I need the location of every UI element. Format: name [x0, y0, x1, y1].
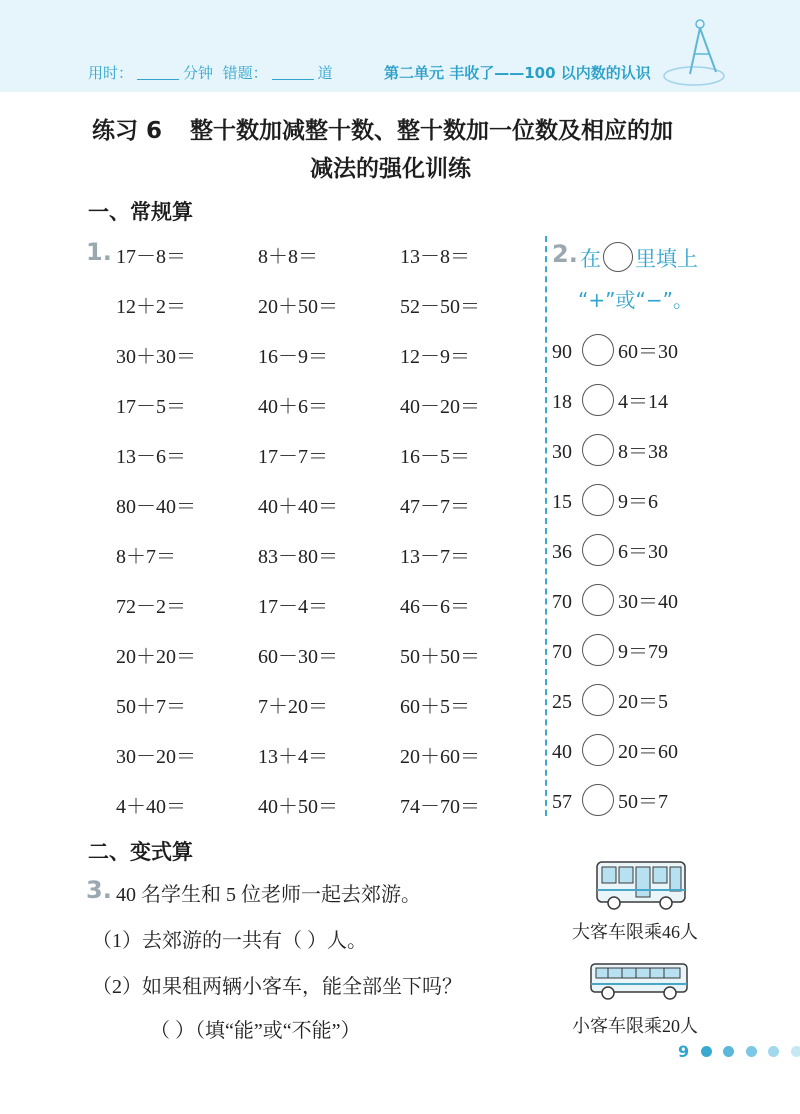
small-bus-icon	[588, 960, 692, 1002]
equation: 17－4＝	[258, 596, 328, 618]
time-unit: 分钟	[183, 64, 214, 82]
equation: 20＋60＝	[400, 746, 480, 768]
q2-instruction	[580, 242, 698, 273]
equation: 52－50＝	[400, 296, 480, 318]
answer-circle[interactable]	[582, 434, 614, 466]
operand: 25	[552, 691, 572, 713]
answer-circle[interactable]	[582, 484, 614, 516]
page-footer	[678, 1042, 800, 1061]
decor-dot-icon	[723, 1046, 734, 1057]
operand-result: 6＝30	[618, 541, 668, 563]
answer-circle[interactable]	[582, 784, 614, 816]
decor-dot-icon	[701, 1046, 712, 1057]
equation: 47－7＝	[400, 496, 470, 518]
fill-sign-item	[552, 384, 668, 416]
operand: 70	[552, 641, 572, 663]
equation: 40－20＝	[400, 396, 480, 418]
equation: 8＋8＝	[258, 246, 318, 268]
equation: 40＋50＝	[258, 796, 338, 818]
big-bus-icon	[594, 858, 690, 912]
fill-sign-item	[552, 434, 668, 466]
answer-circle[interactable]	[582, 334, 614, 366]
q3-part-2: （2）如果租两辆小客车，能全部坐下吗？	[92, 976, 462, 998]
question-2-number: 2.	[552, 240, 578, 268]
section-heading-routine: 一、常规算	[88, 200, 193, 224]
decor-dot-icon	[746, 1046, 757, 1057]
q2-instruction-a: 在	[580, 247, 601, 271]
operand: 18	[552, 391, 572, 413]
equation: 50＋7＝	[116, 696, 186, 718]
equation: 74－70＝	[400, 796, 480, 818]
equation: 16－9＝	[258, 346, 328, 368]
question-3-number: 3.	[86, 876, 112, 904]
decor-dot-icon	[768, 1046, 779, 1057]
exercise-title	[92, 112, 732, 188]
equation: 72－2＝	[116, 596, 186, 618]
equation: 13＋4＝	[258, 746, 328, 768]
equation: 12－9＝	[400, 346, 470, 368]
compass-icon	[660, 14, 740, 94]
equation: 20＋20＝	[116, 646, 196, 668]
equation: 40＋40＝	[258, 496, 338, 518]
errors-label: 错题：	[222, 64, 268, 82]
operand: 15	[552, 491, 572, 513]
answer-circle[interactable]	[582, 384, 614, 416]
operand: 30	[552, 441, 572, 463]
equation: 13－7＝	[400, 546, 470, 568]
decor-dot-icon	[791, 1046, 800, 1057]
fill-sign-item	[552, 334, 678, 366]
answer-circle[interactable]	[582, 634, 614, 666]
title-line-1: 整十数加减整十数、整十数加一位数及相应的加	[190, 118, 674, 144]
equation: 8＋7＝	[116, 546, 176, 568]
operand: 36	[552, 541, 572, 563]
fill-sign-item	[552, 684, 668, 716]
answer-circle[interactable]	[582, 584, 614, 616]
time-blank[interactable]	[137, 64, 179, 80]
operand-result: 20＝5	[618, 691, 668, 713]
operand-result: 60＝30	[618, 341, 678, 363]
exercise-tag: 练习 6	[92, 118, 163, 144]
equation: 13－8＝	[400, 246, 470, 268]
equation: 60－30＝	[258, 646, 338, 668]
equation: 46－6＝	[400, 596, 470, 618]
time-record-line	[88, 62, 333, 83]
operand: 90	[552, 341, 572, 363]
operand: 40	[552, 741, 572, 763]
q3-stem: 40 名学生和 5 位老师一起去郊游。	[116, 884, 421, 906]
operand-result: 4＝14	[618, 391, 668, 413]
equation: 30＋30＝	[116, 346, 196, 368]
page-number: 9	[678, 1042, 690, 1061]
operand-result: 30＝40	[618, 591, 678, 613]
equation: 30－20＝	[116, 746, 196, 768]
small-bus-caption: 小客车限乘20人	[572, 1016, 698, 1036]
q2-instruction-signs: “+”或“−”。	[578, 288, 693, 312]
q3-part-2-answer: （ ）（填“能”或“不能”）	[150, 1020, 361, 1042]
operand-result: 9＝79	[618, 641, 668, 663]
equation: 40＋6＝	[258, 396, 328, 418]
equation: 83－80＝	[258, 546, 338, 568]
answer-circle[interactable]	[582, 684, 614, 716]
fill-sign-item	[552, 484, 658, 516]
operand: 70	[552, 591, 572, 613]
equation: 16－5＝	[400, 446, 470, 468]
operand-result: 50＝7	[618, 791, 668, 813]
errors-blank[interactable]	[272, 64, 314, 80]
question-1-number: 1.	[86, 238, 112, 266]
equation: 80－40＝	[116, 496, 196, 518]
big-bus-caption: 大客车限乘46人	[572, 922, 698, 942]
equation: 17－8＝	[116, 246, 186, 268]
equation: 4＋40＝	[116, 796, 186, 818]
answer-circle[interactable]	[582, 734, 614, 766]
fill-sign-item	[552, 734, 678, 766]
time-label: 用时：	[88, 64, 134, 82]
answer-circle[interactable]	[582, 534, 614, 566]
column-divider	[545, 236, 547, 816]
equation: 17－7＝	[258, 446, 328, 468]
errors-unit: 道	[317, 64, 333, 82]
equation: 13－6＝	[116, 446, 186, 468]
q3-part-1: （1）去郊游的一共有（ ）人。	[92, 930, 367, 952]
operand-result: 20＝60	[618, 741, 678, 763]
unit-title: 第二单元 丰收了——100 以内数的认识	[384, 64, 651, 82]
operand-result: 8＝38	[618, 441, 668, 463]
operand-result: 9＝6	[618, 491, 658, 513]
title-line-2: 减法的强化训练	[310, 156, 471, 182]
q2-instruction-b: 里填上	[635, 247, 698, 271]
equation: 7＋20＝	[258, 696, 328, 718]
circle-icon	[603, 242, 633, 272]
equation: 17－5＝	[116, 396, 186, 418]
fill-sign-item	[552, 534, 668, 566]
equation: 60＋5＝	[400, 696, 470, 718]
fill-sign-item	[552, 784, 668, 816]
fill-sign-item	[552, 634, 668, 666]
equation: 20＋50＝	[258, 296, 338, 318]
equation: 50＋50＝	[400, 646, 480, 668]
operand: 57	[552, 791, 572, 813]
equation: 12＋2＝	[116, 296, 186, 318]
section-heading-variant: 二、变式算	[88, 840, 193, 864]
fill-sign-item	[552, 584, 678, 616]
